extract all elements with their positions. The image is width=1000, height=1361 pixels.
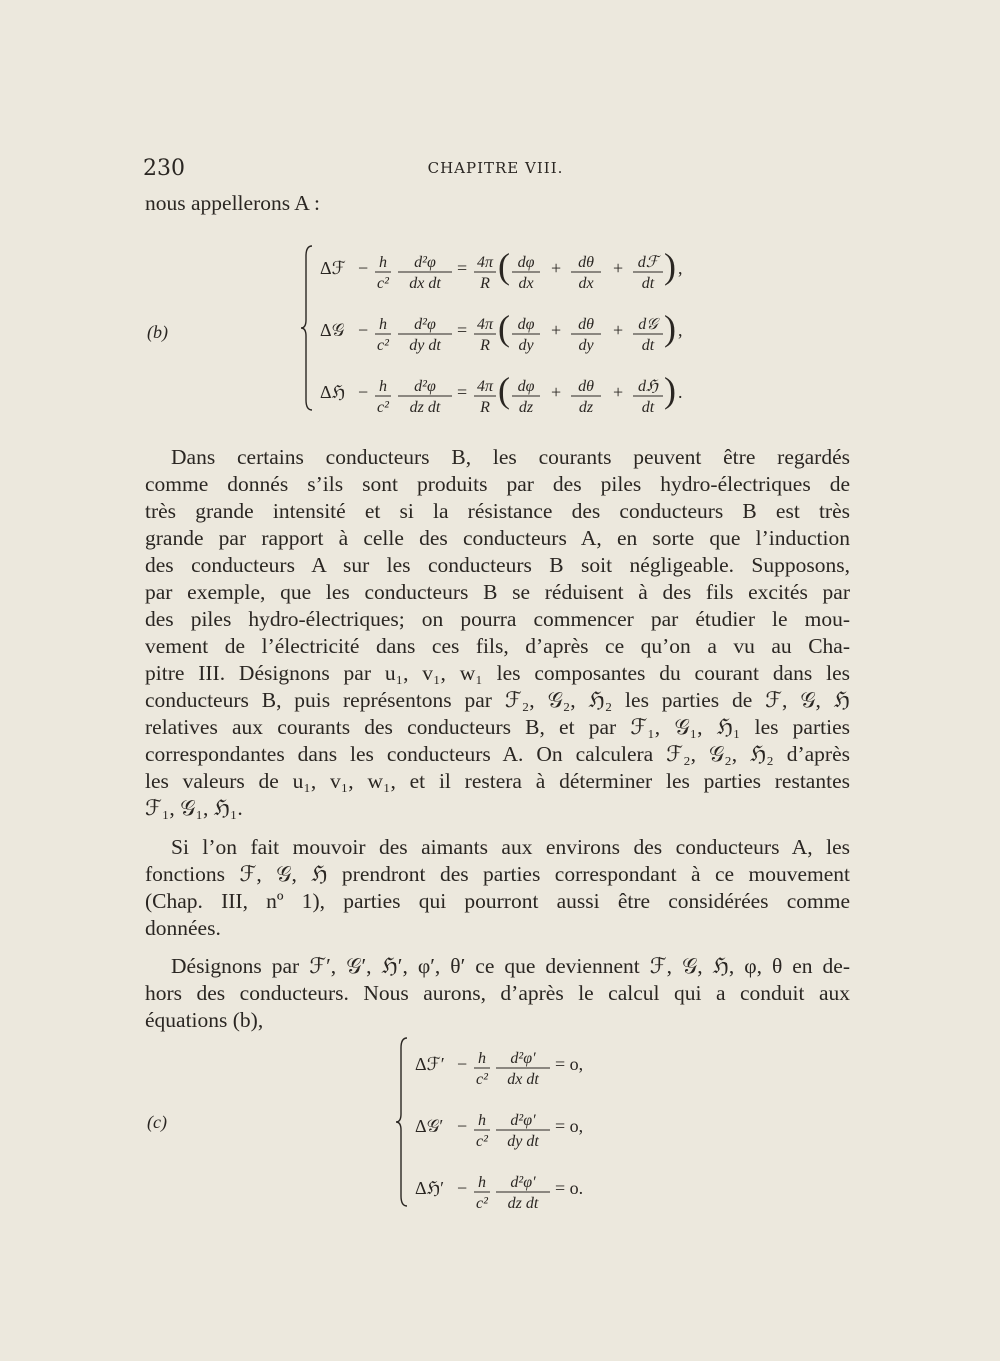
equation-label-c: (c) xyxy=(147,1112,167,1132)
fraction-denominator: c² xyxy=(476,1133,488,1150)
fraction-denominator: dy xyxy=(518,337,534,354)
intro-line xyxy=(145,190,850,217)
fraction-denominator: dx xyxy=(518,275,534,292)
fraction-denominator: dy dt xyxy=(507,1133,539,1150)
minus-sign: − xyxy=(358,320,369,340)
text-line: (Chap. III, nº 1), parties qui pourront aussi être considérées comme xyxy=(145,889,850,913)
fraction-denominator: dt xyxy=(641,399,655,416)
fraction-numerator: dθ xyxy=(578,316,594,333)
equation-lhs: Δ𝒢 xyxy=(320,320,345,340)
equation-lhs: Δ𝒢′ xyxy=(415,1116,444,1136)
text-line: Si l’on fait mouvoir des aimants aux environs des conducteurs A, les xyxy=(171,835,850,859)
fraction-numerator: d²φ′ xyxy=(510,1112,536,1129)
text-line: nous appellerons A : xyxy=(145,191,320,215)
text-line: équations (b), xyxy=(145,1008,264,1032)
minus-sign: − xyxy=(358,258,369,278)
fraction-numerator: h xyxy=(379,378,387,395)
text-line: des piles hydro-électriques; on pourra commencer par étudier le mou- xyxy=(145,607,850,631)
fraction-denominator: dy xyxy=(578,337,594,354)
equation-end: , xyxy=(678,320,683,340)
close-paren: ) xyxy=(664,370,676,410)
text-line: grande par rapport à celle des conducteurs A, en sorte que l’induction xyxy=(145,526,850,550)
equals-sign: = xyxy=(457,258,468,278)
minus-sign: − xyxy=(457,1054,468,1074)
fraction-numerator: d²φ xyxy=(414,254,436,271)
fraction-denominator: dt xyxy=(641,337,655,354)
fraction-numerator: dℌ xyxy=(637,378,659,395)
fraction-denominator: dy dt xyxy=(409,337,441,354)
text-line: pitre III. Désignons par u₁, v₁, w₁ les composantes du courant dans les xyxy=(145,661,850,685)
fraction-numerator: dθ xyxy=(578,254,594,271)
fraction-numerator: h xyxy=(478,1050,486,1067)
open-paren: ( xyxy=(498,246,510,286)
text-line: fonctions ℱ, 𝒢, ℌ prendront des parties correspondant à ce mouvement xyxy=(145,862,850,886)
plus-sign: + xyxy=(613,258,624,278)
paragraph-1 xyxy=(145,444,850,822)
fraction-denominator: dz dt xyxy=(507,1195,539,1212)
equation-end: , xyxy=(678,258,683,278)
close-paren: ) xyxy=(664,308,676,348)
fraction-numerator: d²φ xyxy=(414,378,436,395)
paragraph-2 xyxy=(145,834,850,942)
chapter-title: CHAPITRE VIII. xyxy=(427,159,564,177)
equals-sign: = xyxy=(457,320,468,340)
text-line: comme donnés s’ils sont produits par des piles hydro-électriques de xyxy=(145,472,850,496)
paragraph-3 xyxy=(145,953,850,1034)
fraction-denominator: c² xyxy=(377,337,389,354)
fraction-numerator: h xyxy=(478,1174,486,1191)
open-paren: ( xyxy=(498,308,510,348)
text-line: hors des conducteurs. Nous aurons, d’après le calcul qui a conduit aux xyxy=(145,981,850,1005)
text-line: Désignons par ℱ′, 𝒢′, ℌ′, φ′, θ′ ce que deviennent ℱ, 𝒢, ℌ, φ, θ en de- xyxy=(171,954,850,978)
text-line: les valeurs de u₁, v₁, w₁, et il restera à déterminer les parties restantes xyxy=(145,769,850,793)
fraction-denominator: c² xyxy=(377,275,389,292)
fraction-denominator: dx xyxy=(578,275,594,292)
fraction-numerator: dℱ xyxy=(637,254,659,271)
minus-sign: − xyxy=(358,382,369,402)
left-brace xyxy=(301,246,312,410)
text-line: correspondantes dans les conducteurs A. On calculera ℱ₂, 𝒢₂, ℌ₂ d’après xyxy=(145,742,850,766)
plus-sign: + xyxy=(551,258,562,278)
text-line: relatives aux courants des conducteurs B, et par ℱ₁, 𝒢₁, ℌ₁ les parties xyxy=(145,715,850,739)
equation-lhs: Δℌ xyxy=(320,382,346,402)
equation-lhs: Δℌ′ xyxy=(415,1178,445,1198)
running-header xyxy=(143,156,848,186)
fraction-denominator: R xyxy=(480,337,490,354)
fraction-numerator: dφ xyxy=(517,316,535,333)
equals-sign: = xyxy=(457,382,468,402)
open-paren: ( xyxy=(498,370,510,410)
fraction-numerator: dθ xyxy=(578,378,594,395)
fraction-denominator: dx dt xyxy=(507,1071,539,1088)
equation-label-b: (b) xyxy=(147,322,168,342)
equation-rhs: = o. xyxy=(555,1178,584,1198)
minus-sign: − xyxy=(457,1116,468,1136)
text-line: conducteurs B, puis représentons par ℱ₂, 𝒢₂, ℌ₂ les parties de ℱ, 𝒢, ℌ xyxy=(145,688,850,712)
text-line: données. xyxy=(145,916,221,940)
fraction-numerator: dφ xyxy=(517,378,535,395)
text-line: ℱ₁, 𝒢₁, ℌ₁. xyxy=(145,796,243,820)
left-brace xyxy=(396,1038,407,1206)
equation-rhs: = o, xyxy=(555,1054,584,1074)
fraction-denominator: R xyxy=(480,275,490,292)
close-paren: ) xyxy=(664,246,676,286)
fraction-denominator: R xyxy=(480,399,490,416)
equation-end: . xyxy=(678,382,683,402)
plus-sign: + xyxy=(613,320,624,340)
fraction-numerator: d²φ′ xyxy=(510,1050,536,1067)
fraction-numerator: h xyxy=(379,316,387,333)
fraction-denominator: dz xyxy=(518,399,534,416)
fraction-denominator: c² xyxy=(476,1195,488,1212)
fraction-denominator: dz xyxy=(578,399,594,416)
fraction-numerator: d²φ′ xyxy=(510,1174,536,1191)
fraction-numerator: h xyxy=(379,254,387,271)
plus-sign: + xyxy=(613,382,624,402)
equation-system-c xyxy=(395,1030,625,1210)
plus-sign: + xyxy=(551,320,562,340)
text-line: par exemple, que les conducteurs B se réduisent à des fils excités par xyxy=(145,580,850,604)
equation-system-b xyxy=(298,238,738,418)
minus-sign: − xyxy=(457,1178,468,1198)
equation-rhs: = o, xyxy=(555,1116,584,1136)
fraction-denominator: dx dt xyxy=(409,275,441,292)
fraction-numerator: 4π xyxy=(476,378,494,395)
fraction-denominator: dt xyxy=(641,275,655,292)
fraction-numerator: d²φ xyxy=(414,316,436,333)
text-line: vement de l’électricité dans ces fils, d’après ce qu’on a vu au Cha- xyxy=(145,634,850,658)
fraction-numerator: 4π xyxy=(476,254,494,271)
fraction-denominator: c² xyxy=(476,1071,488,1088)
fraction-numerator: dφ xyxy=(517,254,535,271)
text-line: des conducteurs A sur les conducteurs B soit négligeable. Supposons, xyxy=(145,553,850,577)
fraction-denominator: c² xyxy=(377,399,389,416)
fraction-numerator: d𝒢 xyxy=(638,316,658,333)
text-line: très grande intensité et si la résistance des conducteurs B est très xyxy=(145,499,850,523)
page-number: 230 xyxy=(143,156,185,181)
text-line: Dans certains conducteurs B, les courants peuvent être regardés xyxy=(171,445,850,469)
equation-lhs: Δℱ xyxy=(320,258,346,278)
fraction-numerator: 4π xyxy=(476,316,494,333)
equation-lhs: Δℱ′ xyxy=(415,1054,445,1074)
fraction-denominator: dz dt xyxy=(409,399,441,416)
plus-sign: + xyxy=(551,382,562,402)
fraction-numerator: h xyxy=(478,1112,486,1129)
